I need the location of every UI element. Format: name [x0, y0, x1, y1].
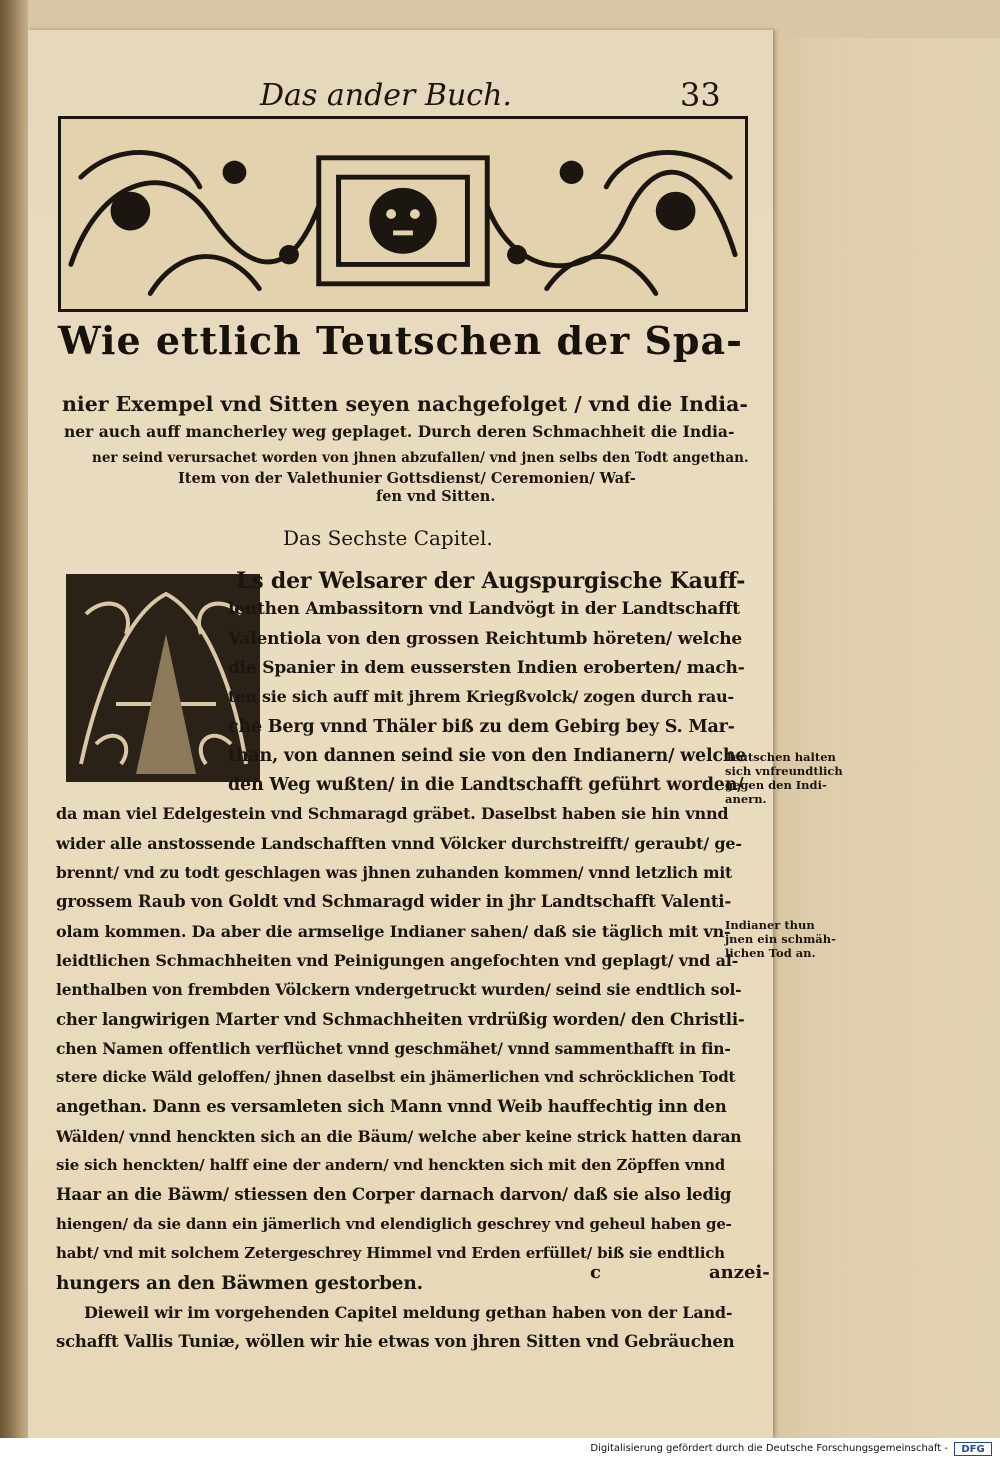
body-line: stere dicke Wäld geloffen/ jhnen daselbst ein jhämerlichen vnd schröcklichen Todt [56, 1068, 736, 1087]
marginal-note-line: lichen Tod an. [725, 946, 816, 960]
heading-line: ner seind verursachet worden von jhnen abzufallen/ vnd jnen selbs den Todt angethan. [92, 450, 749, 466]
chapter-title: Wie ettlich Teutschen der Spa- [58, 318, 743, 363]
body-line: hiengen/ da sie dann ein jämerlich vnd elendiglich geschrey vnd geheul haben ge- [56, 1214, 732, 1233]
dfg-logo-icon: DFG [954, 1442, 992, 1456]
adjacent-page-edge [742, 38, 1000, 1438]
body-line: habt/ vnd mit solchem Zetergeschrey Himmel vnd Erden erfüllet/ biß sie endtlich [56, 1243, 725, 1262]
marginal-note-line: anern. [725, 792, 767, 806]
body-line: Ls der Welsarer der Augspurgische Kauff- [236, 568, 746, 594]
heading-line: nier Exempel vnd Sitten seyen nachgefolget / vnd die India- [62, 392, 748, 416]
body-line: cher langwirigen Marter vnd Schmachheiten vrdrüßig worden/ den Christli- [56, 1009, 745, 1029]
marginal-note-line: Teutschen halten [725, 750, 836, 764]
body-line: brennt/ vnd zu todt geschlagen was jhnen zuhanden kommen/ vnnd letzlich mit [56, 863, 733, 882]
heading-line: Item von der Valethunier Gottsdienst/ Ceremonien/ Waf- [178, 470, 636, 487]
body-line: leidtlichen Schmachheiten vnd Peinigungen angefochten vnd geplagt/ vnd al- [56, 950, 739, 970]
footer-bar [0, 1438, 1000, 1460]
body-line: hungers an den Bäwmen gestorben. [56, 1273, 423, 1295]
body-line: grossem Raub von Goldt vnd Schmaragd wider in jhr Landtschafft Valenti- [56, 892, 732, 912]
body-line: sie sich henckten/ halff eine der andern/ vnd henckten sich mit den Zöpffen vnnd [56, 1156, 726, 1174]
body-line: wider alle anstossende Landschafften vnnd Völcker durchstreifft/ geraubt/ ge- [56, 833, 742, 853]
woodcut-ornament-banner [58, 116, 748, 312]
body-line: da man viel Edelgestein vnd Schmaragd gräbet. Daselbst haben sie hin vnnd [56, 804, 729, 824]
chapter-label: Das Sechste Capitel. [283, 526, 493, 550]
page-number: 33 [680, 76, 721, 114]
body-line: Dieweil wir im vorgehenden Capitel meldung gethan haben von der Land- [84, 1302, 733, 1322]
body-line: Haar an die Bäwm/ stiessen den Corper darnach darvon/ daß sie also ledig [56, 1185, 732, 1205]
book-spine-edge [0, 0, 28, 1438]
catchword: anzei- [709, 1262, 770, 1283]
body-line: Wälden/ vnnd henckten sich an die Bäum/ welche aber keine strick hatten daran [56, 1126, 742, 1146]
body-line: Valentiola von den grossen Reichtumb höreten/ welche [228, 628, 742, 649]
body-line: angethan. Dann es versamleten sich Mann vnnd Weib hauffechtig inn den [56, 1097, 727, 1117]
signature-mark: c [590, 1262, 601, 1283]
body-line: ten sie sich auff mit jhrem Kriegßvolck/ zogen durch rau- [228, 687, 734, 707]
body-line: che Berg vnnd Thäler biß zu dem Gebirg bey S. Mar- [228, 716, 735, 737]
book-page [28, 30, 843, 1438]
body-line: lenthalben von frembden Völckern vndergetruckt wurden/ seind sie endtlich sol- [56, 980, 742, 1000]
body-line: die Spanier in dem eussersten Indien eroberten/ mach- [228, 657, 745, 678]
footer-credit: Digitalisierung gefördert durch die Deutsche Forschungsgemeinschaft - [590, 1443, 948, 1454]
marginal-note-line: gegen den Indi- [725, 778, 827, 792]
body-line: olam kommen. Da aber die armselige Indianer sahen/ daß sie täglich mit vn- [56, 921, 731, 941]
body-line: chen Namen offentlich verflüchet vnnd geschmähet/ vnnd sammenthafft in fin- [56, 1038, 731, 1058]
marginal-note-line: jnen ein schmäh- [725, 932, 836, 946]
heading-line: ner auch auff mancherley weg geplaget. Durch deren Schmachheit die India- [64, 422, 735, 441]
running-head: Das ander Buch. [260, 78, 512, 113]
heading-line: fen vnd Sitten. [376, 488, 496, 505]
body-line: leuthen Ambassitorn vnd Landvögt in der Landtschafft [228, 599, 740, 620]
marginal-note-line: Indianer thun [725, 918, 815, 932]
marginal-note-line: sich vnfreundtlich [725, 764, 843, 778]
body-line: schafft Vallis Tuniæ, wöllen wir hie etwas von jhren Sitten vnd Gebräuchen [56, 1331, 735, 1351]
body-line: den Weg wußten/ in die Landtschafft geführt worden/ [228, 775, 744, 796]
body-line: than, von dannen seind sie von den Indianern/ welche [228, 745, 747, 766]
